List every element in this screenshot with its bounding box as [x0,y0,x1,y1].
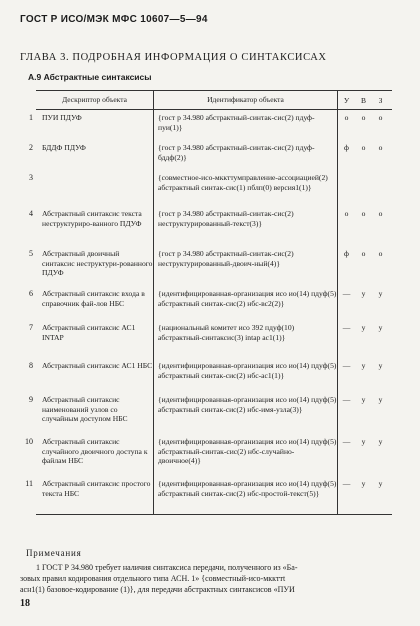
row-desc: Абстрактный синтаксис входа в справочник фай-лов НБС [36,286,154,320]
header-z: З [378,95,383,105]
row-z: у [378,361,383,370]
row-v: у [361,361,366,370]
row-u: о [344,209,349,218]
row-z [372,170,389,206]
row-id: {гост р 34.980 абстрактный-синтак-сис(2) неструктурированный-двоич-ный(4)} [154,246,338,286]
table-header [36,91,392,110]
row-number: 6 [29,289,33,298]
row-v: у [361,289,366,298]
note-line: зовых правил кодирования отдельного типа АСН. 1» {совместный-исо-мккттt [20,574,286,583]
chapter-title: ГЛАВА 3. ПОДРОБНАЯ ИНФОРМАЦИЯ О СИНТАКСИСАХ [20,52,327,63]
row-desc: Абстрактный синтаксис текста неструктуриро-ванного ПДУФ [36,206,154,246]
table-row [29,206,392,246]
row-desc: ПУИ ПДУФ [36,110,154,140]
row-id: {гост р 34.980 абстрактный-синтак-сис(2) пдуф-пуи(1)} [154,110,338,140]
row-u [338,170,355,206]
row-id: {идентифицированная-организация исо ио(14) пдуф(5) абстрактный синтак-сис(2) нбс-ас1(1)} [154,358,338,392]
row-desc: БДДФ ПДУФ [36,140,154,170]
row-id: {идентифицированная-организация исо ио(14) пдуф(5) абстрактный синтак-сис(2) нбс-имя-узла(3)} [154,392,338,434]
row-u: о [344,113,349,122]
row-id: {национальный комитет исо 392 пдуф(10) абстрактный-синтаксис(3) intap ac1(1)} [154,320,338,358]
row-desc: Абстрактный синтаксис АС1 НБС [36,358,154,392]
row-u: — [342,395,351,404]
row-u: — [342,437,351,446]
row-desc: Абстрактный синтаксис случайного двоичного доступа к файлам НБС [36,434,154,476]
row-z: у [378,323,383,332]
notes-title: Примечания [26,548,82,558]
table-row [25,476,392,514]
row-v: у [361,323,366,332]
header-u: У [343,95,350,105]
row-u: ф [344,143,349,152]
page-number: 18 [20,598,30,609]
row-z: у [378,289,383,298]
table-row [29,140,392,170]
row-number: 3 [29,173,33,182]
row-id: {идентифицированная-организация исо ио(14) пдуф(5) абстрактный синтак-сис(2) нбс-простой-текст(5)} [154,476,338,514]
table-row [29,392,392,434]
row-z: о [378,113,383,122]
row-u: — [342,479,351,488]
row-id: {идентифицированная-организация исо ио(14) пдуф(5) абстрактный-синтак-сис(2) нбс-случайно-двоичное(4)} [154,434,338,476]
header-desc: Дескриптор объекта [36,91,154,109]
table-row [29,286,392,320]
row-number: 7 [29,323,33,332]
table-row [29,110,392,140]
document-header: ГОСТ Р ИСО/МЭК МФС 10607—5—94 [20,14,208,25]
row-number: 1 [29,113,33,122]
row-u: ф [344,249,349,258]
row-number: 8 [29,361,33,370]
row-desc: Абстрактный синтаксис АС1 INTAP [36,320,154,358]
row-v: о [361,209,366,218]
row-v: о [361,143,366,152]
row-number: 4 [29,209,33,218]
row-z: у [378,479,383,488]
row-id: {идентифицированная-организация исо ио(14) пдуф(5) абстрактный синтак-сис(2) нбс-вс2(2)} [154,286,338,320]
row-u: — [342,361,351,370]
header-v: В [360,95,366,105]
row-z: о [378,249,383,258]
row-number: 10 [25,437,33,446]
row-desc: Абстрактный двоичный синтаксис неструктури-рованного ПДУФ [36,246,154,286]
row-number: 9 [29,395,33,404]
row-number: 2 [29,143,33,152]
row-desc: Абстрактный синтаксис наименований узлов со случайным доступом НБС [36,392,154,434]
row-z: у [378,395,383,404]
row-desc: Абстрактный синтаксис простого текста НБС [36,476,154,514]
row-v: у [361,479,366,488]
row-z: у [378,437,383,446]
note-line: 1 ГОСТ Р 34.980 требует наличия синтаксиса передачи, полученного из «Ба- [36,563,298,572]
row-desc [36,170,154,206]
row-v: у [361,395,366,404]
table-row [29,170,392,206]
table-row [29,358,392,392]
row-id: {гост р 34.980 абстрактный-синтак-сис(2) пдуф-бддф(2)} [154,140,338,170]
table-row [25,434,392,476]
header-id: Идентификатор объекта [154,91,338,109]
row-v: о [361,113,366,122]
table-row [29,246,392,286]
note-line: асн1(1) базовое-кодирование (1)}, для передачи абстрактных синтаксисов «ПУИ [20,585,295,594]
row-z: о [378,143,383,152]
row-id: {гост р 34.980 абстрактный-синтак-сис(2) неструктурированный-текст(3)} [154,206,338,246]
row-z: о [378,209,383,218]
row-number: 11 [25,479,33,488]
row-v: о [361,249,366,258]
row-number: 5 [29,249,33,258]
row-v [355,170,372,206]
row-id: {совместное-исо-мккттумправление-ассоциацией(2) абстрактный синтак-сис(1) пблп(0) версия1(1)} [154,170,338,206]
syntax-table [25,90,392,515]
section-title: А.9 Абстрактные синтаксисы [28,72,152,82]
row-v: у [361,437,366,446]
table-row [29,320,392,358]
row-u: — [342,289,351,298]
row-u: — [342,323,351,332]
